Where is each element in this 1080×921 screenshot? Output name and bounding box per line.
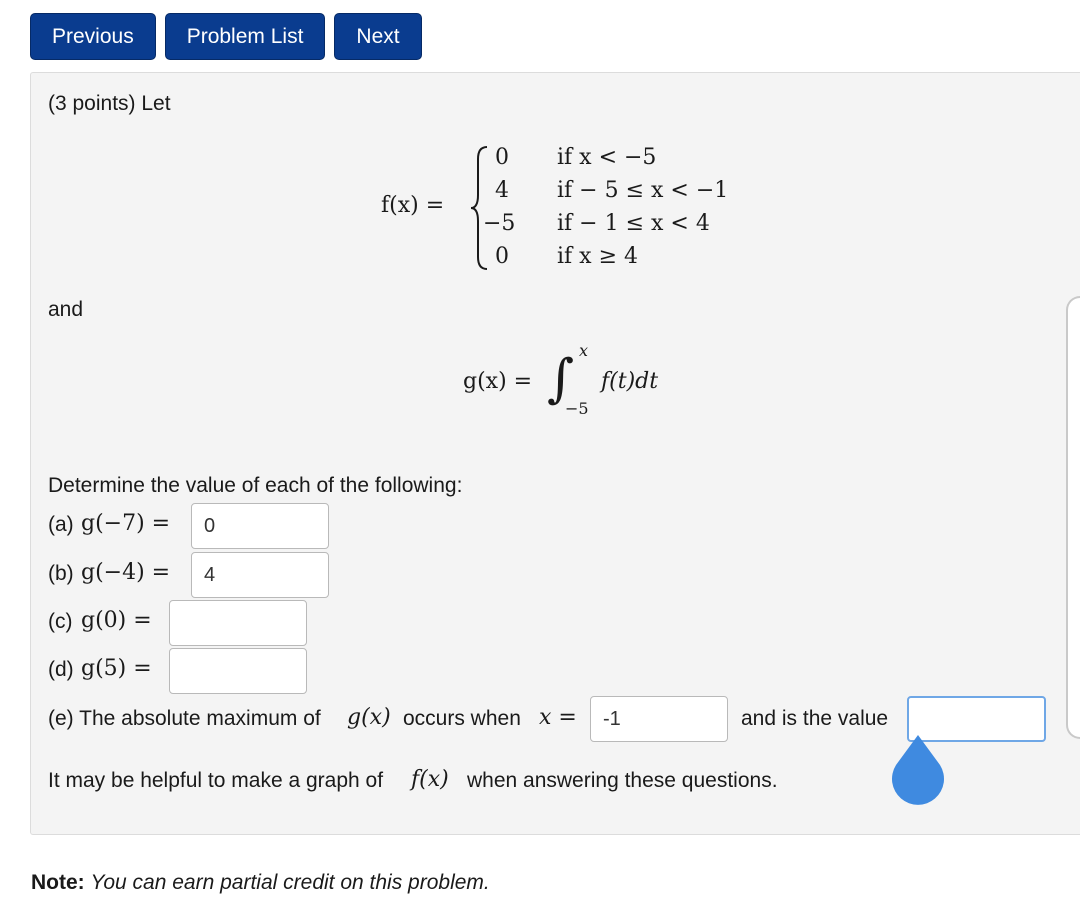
part-b-expression: g(−4) =: [81, 560, 171, 585]
part-e-x-answer-input[interactable]: [590, 696, 728, 742]
part-b-label: (b): [48, 562, 74, 585]
part-b-answer-input[interactable]: [191, 552, 329, 598]
hint-text-end: when answering these questions.: [467, 769, 778, 792]
f-case-value-3: −5: [483, 211, 516, 236]
f-case-condition-3: if − 1 ≤ x < 4: [557, 211, 710, 236]
part-d-expression: g(5) =: [81, 656, 152, 681]
part-e-gx: g(x): [347, 705, 391, 730]
integral-lower-limit: −5: [565, 399, 589, 418]
next-button[interactable]: Next: [334, 13, 421, 60]
problem-nav: [30, 13, 422, 60]
problem-panel: [30, 72, 1080, 835]
part-e-text: (e) The absolute maximum of: [48, 707, 321, 730]
part-c-expression: g(0) =: [81, 608, 152, 633]
determine-text: Determine the value of each of the following:: [48, 474, 463, 497]
f-definition-lhs: f(x) =: [381, 193, 445, 218]
part-d-label: (d): [48, 658, 74, 681]
left-brace: [469, 145, 491, 271]
part-e-occurs-text: occurs when: [403, 707, 521, 730]
note-text: You can earn partial credit on this problem.: [90, 871, 490, 894]
f-case-condition-4: if x ≥ 4: [557, 244, 638, 269]
part-a-expression: g(−7) =: [81, 511, 171, 536]
f-case-condition-1: if x < −5: [557, 145, 657, 170]
f-case-condition-2: if − 5 ≤ x < −1: [557, 178, 729, 203]
part-e-value-text: and is the value: [741, 707, 889, 730]
g-definition-lhs: g(x) =: [463, 369, 533, 394]
hint-fx: f(x): [411, 767, 449, 792]
f-case-value-1: 0: [495, 145, 509, 170]
integrand: f(t)dt: [601, 369, 659, 394]
problem-list-button[interactable]: Problem List: [165, 13, 326, 60]
part-a-label: (a): [48, 513, 74, 536]
previous-button[interactable]: Previous: [30, 13, 156, 60]
side-scroll-rail[interactable]: [1066, 296, 1080, 739]
and-text: and: [48, 298, 84, 321]
part-c-answer-input[interactable]: [169, 600, 307, 646]
f-case-value-4: 0: [495, 244, 509, 269]
problem-intro: (3 points) Let: [48, 92, 171, 115]
note-label: Note:: [31, 871, 85, 894]
hint-text: It may be helpful to make a graph of: [48, 769, 384, 792]
integral-upper-limit: x: [579, 341, 589, 360]
partial-credit-note: [31, 871, 490, 895]
text-cursor-handle-icon[interactable]: [888, 733, 948, 805]
f-case-value-2: 4: [495, 178, 509, 203]
part-d-answer-input[interactable]: [169, 648, 307, 694]
integral-sign: ∫: [547, 349, 575, 409]
part-a-answer-input[interactable]: [191, 503, 329, 549]
part-c-label: (c): [48, 610, 73, 633]
part-e-x-equals: x =: [539, 705, 577, 730]
